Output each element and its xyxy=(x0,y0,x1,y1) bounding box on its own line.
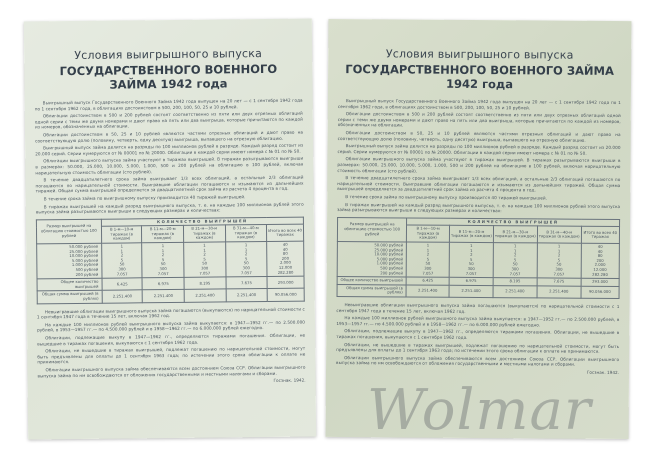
table-cell: 2 xyxy=(426,251,430,257)
table-header-cell: В 21-м—30-м тиражах (в каждом) xyxy=(183,225,225,242)
sheet-title: Условия выигрышного выпуска xyxy=(385,47,574,62)
table-cell: 200 xyxy=(281,255,290,261)
table-cell: 50 xyxy=(160,261,166,267)
table-cell: 300 xyxy=(242,265,250,271)
table-cell: 300 xyxy=(467,265,475,272)
sheet-content xyxy=(336,47,621,375)
amount-label: 500 рублей xyxy=(75,266,99,273)
paragraph: Выигрышный выпуск займа делится на разряды по 100 миллионов рублей в разряде. Каждый разряд состоит из 20.000 серий. Серии нумеруются от № 00001 по № 20000. Облигации в каждой серии имеют номера с № 01 по № 50. xyxy=(35,142,304,157)
table-cell: 40 xyxy=(282,246,288,252)
paragraph: Облигации достоинством в 50, 25 и 10 рублей являются частями отрезных облигаций и дают право на соответствующую долю (половину, четверть, одну десятую) выигрыша, выпавшего на отрезную облигацию. xyxy=(337,130,621,143)
values-column xyxy=(267,241,304,277)
table-cell: 282.280 xyxy=(592,271,608,277)
table-cell: 6.975 xyxy=(142,278,184,291)
values-column xyxy=(101,243,142,279)
table-cell: 2.251.400 xyxy=(226,289,268,302)
table-cell: 12.000 xyxy=(278,264,293,270)
sheet-title: Условия выигрышного выпуска xyxy=(74,47,263,62)
paragraph: Выигрышный выпуск Государственного Военного Займа 1942 года выпущен на 20 лет — с 1 сентября 1942 года по 1 сентября 1962 года, в облигациях достоинством в 500, 200, 100, 50, 25 и 10 рублей. xyxy=(34,97,303,112)
table-cell: 282.280 xyxy=(277,269,294,275)
table-cell: 7.057 xyxy=(199,270,211,276)
table-cell: 50 xyxy=(243,260,249,266)
table-cell: 1 xyxy=(470,247,473,253)
table-cell: 1 xyxy=(557,248,561,254)
table-cell: 2.000 xyxy=(594,262,606,268)
winnings-table xyxy=(337,217,621,299)
table-cell: 40 xyxy=(597,248,603,254)
row-label: Общая сумма выигрышей (в рублях) xyxy=(337,284,406,297)
paragraph: Выигрышный выпуск займа делится на разряды по 100 миллионов рублей в разряде. Каждый разряд состоит из 20.000 серий. Серии нумеруются от № 00001 по № 20000. Облигации в каждой серии имеют номера с № 01 по № 50. xyxy=(337,143,621,156)
table-cell: 1 xyxy=(426,242,430,248)
amount-label: 1.000 рублей xyxy=(71,262,99,268)
paragraph: Облигации достоинством в 500 и 200 рублей состоят соответственно из пяти или двух отрезных облигаций одной серии с теми же двумя номерами и дают право на пять или два выигрыша, которые причитаются по каждой из номеров, обозначенных на облигации. xyxy=(337,111,621,128)
sheet-content xyxy=(34,47,306,386)
amount-label: 50.000 рублей xyxy=(69,243,99,250)
paragraph: Облигации, не вышедшие в тиражах выигрышей, подлежат погашению по нарицательной стоимости, могут быть предъявлены для оплаты до 1 сентября 1963 года; по истечении этого срока облигации к оплате не принимаются. xyxy=(37,345,306,365)
table-cell: 6.425 xyxy=(102,278,143,291)
row-label: Общая сумма выигрышей (в рублях) xyxy=(37,291,102,304)
table-cell: 300 xyxy=(201,265,209,271)
table-cell: 5 xyxy=(120,257,124,263)
table-cell: 2 xyxy=(557,252,561,258)
table-cell: 300 xyxy=(511,266,519,272)
paragraph: Облигации, подлежащие выкупу в 1947—1962 гг., определяются тиражами погашения. Облигации, не вышедшие в тиражах погашения, выкупаются с 1 сентября 1962 года. xyxy=(336,328,620,340)
table-cell: 1 xyxy=(203,242,206,248)
table-cell: 80 xyxy=(282,251,288,257)
table-cell: 40 xyxy=(597,243,603,249)
paragraph: Облигации, не вышедшие в тиражах выигрышей, подлежат погашению по нарицательной стоимости, могут быть предъявлены для оплаты до 1 сентября 1963 года; по истечении этого срока облигации к оплате не принимаются. xyxy=(336,341,620,355)
paragraph: Облигации выигрышного выпуска займа обеспечиваются всем достоянием Союза ССР. Облигации выигрышного выпуска займа по нм освобождаются от обложения государственными и местными налогами и сборами. xyxy=(336,354,620,368)
table-cell: 12.000 xyxy=(593,266,607,272)
paragraph: В тиражах выигрышей на каждый разряд выигрышного выпуска, т. е. на каждые 100 миллионов рублей этого выпуска займа разыгрываются выигрыши в следующих размерах и количествах: xyxy=(337,201,621,214)
table-cell: 7.057 xyxy=(553,271,565,277)
table-cell: 300 xyxy=(555,266,563,272)
table-cell: 2.251.400 xyxy=(102,290,143,303)
row-label: Общее количество выигрышей xyxy=(37,278,102,291)
table-cell: 7.057 xyxy=(465,270,477,276)
table-cell: 2.251.400 xyxy=(184,289,226,302)
printer-line: Госзнак. 1942. xyxy=(586,369,620,375)
paragraph: Невыигравшие облигации выигрышного выпуска займа погашаются (выкупаются) по нарицательной стоимости с 1 сентября 1947 года в течение 15 лет, включая 1962 год. xyxy=(336,302,620,314)
values-column xyxy=(184,242,226,278)
table-header-nominal: Размер выигрышей на облигацию стоимостью 100 рублей xyxy=(337,217,406,242)
table-cell: 300 xyxy=(118,266,126,272)
table-cell: 2.251.400 xyxy=(537,286,581,298)
values-column xyxy=(493,243,537,278)
amount-label: 5.000 рублей xyxy=(376,256,404,262)
paragraph: В течение срока займа по выигрышному выпуску производится 40 тиражей выигрышей. xyxy=(345,193,548,201)
paragraph: Выигрышный выпуск Государственного Военного Займа 1942 года выпущен на 20 лет — с 1 сентября 1942 года по 1 сентября 1962 года, в облигациях достоинством в 500, 200, 100, 50, 25 и 10 рублей. xyxy=(337,98,621,110)
table-header-cell: Итого во всех 40 тиражах xyxy=(267,224,304,241)
table-cell: 90.056.000 xyxy=(267,289,304,302)
table-cell: 7.057 xyxy=(116,271,128,277)
printer-line: Госзнак. 1942. xyxy=(273,377,306,384)
table-cell: 90.056.000 xyxy=(581,286,619,298)
amount-label: 200 рублей xyxy=(380,269,403,276)
table-cell: 1 xyxy=(161,243,165,249)
table-header-group: КОЛИЧЕСТВО ВЫИГРЫШЕЙ xyxy=(101,217,303,227)
table-cell: 8.195 xyxy=(184,277,226,290)
table-cell: 5 xyxy=(513,257,517,263)
table-cell: 1 xyxy=(513,247,517,253)
values-column xyxy=(406,242,449,277)
table-cell: 5 xyxy=(470,256,473,262)
table-cell: 40 xyxy=(282,241,288,247)
table-row xyxy=(337,242,619,279)
table-cell: 293.000 xyxy=(267,276,304,289)
paragraph: Облигации выигрышного выпуска займа участвуют в тиражах выигрышей. В тиражах разыгрываются выигрыши в размерах: 50.000, 25.000, 10.000, 5.000, 1.000, 500 и 200 рублей на облигацию в 100 рублей, включая нарицательную стоимость облигации (сто рублей). xyxy=(337,156,621,174)
paragraph: В тиражах выигрышей на каждый разряд выигрышного выпуска, т. е. на каждые 100 миллионов рублей этого выпуска займа разыгрываются выигрыши в следующих размерах и количествах: xyxy=(35,201,304,215)
table-cell: 50 xyxy=(556,261,562,268)
amount-label: 5.000 рублей xyxy=(71,257,99,263)
watermark-logo: Wolmar xyxy=(367,378,592,443)
amounts-cell xyxy=(37,243,102,279)
table-cell: 7.057 xyxy=(422,270,434,276)
table-cell: 7.057 xyxy=(240,269,252,275)
table-cell: 1 xyxy=(470,243,473,249)
bond-sheet-left xyxy=(24,19,316,440)
table-cell: 80 xyxy=(597,253,603,259)
winnings-table xyxy=(36,216,305,304)
table-cell: 8.195 xyxy=(493,278,537,286)
paragraph: В течение двадцатилетнего срока займа выигрывает 1/3 всех облигаций, а остальные 2/3 облигаций погашаются по нарицательной стоимости. Выигравшие облигации погашаются и изымаются из дальнейших тиражей. Общая сумма выигрышей определяется за двадцатилетний срок займа из расчета 4 процента в год. xyxy=(35,174,304,194)
amount-label: 1.000 рублей xyxy=(376,260,404,266)
table-cell: 7.057 xyxy=(157,270,169,276)
table-cell: 2.251.400 xyxy=(143,290,185,303)
table-cell: 1 xyxy=(244,242,248,248)
table-header-cell: В 21-м—30-м тиражах (в каждом) xyxy=(493,226,537,243)
values-column xyxy=(537,243,581,278)
table-cell: 50 xyxy=(119,261,125,267)
values-column xyxy=(581,243,620,278)
amount-label: 50.000 рублей xyxy=(374,242,404,248)
paragraph: Невыигравшие облигации выигрышного выпуска займа погашаются (выкупаются) по нарицательной стоимости с 1 сентября 1947 года в течение 15 лет, включая 1962 год. xyxy=(36,306,305,320)
paragraph: На каждые 100 миллионов рублей выигрышного выпуска займа выкупается: в 1947—1952 гг.— по 2.500.000 рублей, в 1953—1957 гг.— по 4.500.000 рублей и в 1958—1962 гг.— по 6.000.000 рублей ежегодно. xyxy=(37,319,306,333)
table-cell: 50 xyxy=(468,261,474,267)
values-column xyxy=(142,242,184,278)
table-cell: 2.251.400 xyxy=(449,285,493,297)
table-cell: 1 xyxy=(120,248,124,254)
paragraph: Облигации выигрышного выпуска займа обеспечиваются всем достоянием Союза ССР. Облигации выигрышного выпуска займа по нм освобождаются от обложения государственными и местными налогами и сборами. xyxy=(37,364,306,378)
table-header-cell: В 1-м—10-м тиражах (в каждом) xyxy=(407,225,450,242)
table-header-nominal: Размер выигрышей на облигацию стоимостью 100 рублей xyxy=(36,219,101,244)
paragraph: Облигации, подлежащие выкупу в 1947—1962 гг., определяются тиражами погашения. Облигации, не вышедшие в тиражах погашения, выкупаются с 1 сентября 1962 года. xyxy=(37,332,306,346)
table-cell: 50 xyxy=(512,261,518,267)
sheet-subtitle: ГОСУДАРСТВЕННОГО ВОЕННОГО ЗАЙМА 1942 года xyxy=(59,61,278,92)
table-cell: 300 xyxy=(159,266,167,272)
paragraph: В течение двадцатилетнего срока займа выигрывает 1/3 всех облигаций, а остальные 2/3 облигаций погашаются по нарицательной стоимости. Выигравшие облигации погашаются и изымаются из дальнейших тиражей. Общая сумма выигрышей определяется за двадцатилетний срок займа из расчета 4 процента в год. xyxy=(337,175,621,193)
table-row-sum xyxy=(337,284,619,298)
table-row-sum xyxy=(37,289,304,304)
table-header-cell: Итого во всех 40 тиражах xyxy=(581,226,619,243)
table-cell: 2 xyxy=(470,252,473,258)
table-cell: 5 xyxy=(426,256,430,262)
amount-label: 200 рублей xyxy=(75,271,99,277)
table-cell: 293.000 xyxy=(581,278,619,286)
table-cell: 2.251.400 xyxy=(406,285,449,297)
values-column xyxy=(449,242,493,277)
bond-sheet-right xyxy=(326,19,632,439)
table-cell: 2.251.400 xyxy=(493,285,537,297)
table-cell: 2 xyxy=(203,251,206,257)
table-cell: 6.425 xyxy=(406,277,449,285)
table-cell: 5 xyxy=(161,256,165,262)
amount-label: 500 рублей xyxy=(380,265,403,271)
table-cell: 5 xyxy=(203,256,206,262)
table-cell: 7.675 xyxy=(226,277,268,290)
table-cell: 2 xyxy=(244,251,248,257)
table-cell: 2 xyxy=(513,252,517,258)
paragraph: В течение срока займа по выигрышному выпуску производится 40 тиражей выигрышей. xyxy=(43,194,246,202)
row-label: Общее количество выигрышей xyxy=(337,277,406,285)
amounts-cell xyxy=(337,242,406,278)
table-header-cell: В 31-м—40-м тиражах (в каждом) xyxy=(537,226,581,243)
paragraph: Облигации достоинством в 50, 25 и 10 рублей являются частями отрезных облигаций и дают право на соответствующую долю (половину, четверть, одну десятую) выигрыша, выпавшего на отрезную облигацию. xyxy=(35,129,304,143)
sheet-subtitle: ГОСУДАРСТВЕННОГО ВОЕННОГО ЗАЙМА 1942 года xyxy=(345,62,614,92)
table-row xyxy=(37,241,304,279)
amount-label: 10.000 рублей xyxy=(374,251,404,257)
table-cell: 1 xyxy=(203,247,206,253)
table-cell: 2.000 xyxy=(279,260,291,266)
table-header-cell: В 11-м—20-м тиражах (в каждом) xyxy=(142,226,184,243)
values-column xyxy=(225,242,267,278)
table-cell: 300 xyxy=(424,265,432,271)
table-cell: 50 xyxy=(202,261,208,267)
table-header-cell: В 1-м—10-м тиражах (в каждом) xyxy=(101,226,142,243)
table-header-cell: В 11-м—20-м тиражах (в каждом) xyxy=(449,226,493,243)
table-header-cell: В 31-м—40-м тиражах (в каждом) xyxy=(225,225,267,242)
table-cell: 7.675 xyxy=(537,278,581,286)
paragraph: На каждые 100 миллионов рублей выигрышного выпуска займа выкупается: в 1947—1952 гг.— по 2.500.000 рублей, в 1953—1957 гг.— по 4.500.000 рублей и в 1958—1962 гг.— по 6.000.000 рублей ежегодно. xyxy=(336,315,620,328)
table-cell: 7.057 xyxy=(509,270,521,276)
table-cell: 50 xyxy=(425,261,431,267)
table-cell: 1 xyxy=(161,247,165,253)
amount-label: 25.000 рублей xyxy=(69,248,99,254)
table-cell: 1 xyxy=(514,243,517,249)
table-cell: 5 xyxy=(557,257,561,263)
table-cell: 1 xyxy=(244,246,248,252)
amount-label: 10.000 рублей xyxy=(69,253,99,259)
table-cell: 2 xyxy=(120,252,124,258)
table-cell: 5 xyxy=(244,256,248,262)
table-cell: 200 xyxy=(596,257,604,263)
table-cell: 2 xyxy=(161,252,165,258)
paragraph: Облигации выигрышного выпуска займа участвуют в тиражах выигрышей. В тиражах разыгрываются выигрыши в размерах: 50.000, 25.000, 10.000, 5.000, 1.000, 500 и 200 рублей на облигацию в 100 рублей, включая нарицательную стоимость облигации (сто рублей). xyxy=(35,155,304,175)
table-cell: 1 xyxy=(557,243,561,249)
table-cell: 6.975 xyxy=(449,278,493,286)
table-header-group: КОЛИЧЕСТВО ВЫИГРЫШЕЙ xyxy=(407,218,620,227)
table-cell: 1 xyxy=(426,247,430,253)
paragraph: Облигации достоинством в 500 и 200 рублей состоят соответственно из пяти или двух отрезных облигаций одной серии с теми же двумя номерами и дают право на пять или два выигрыша, которые причитаются по каждой из номеров, обозначенных на облигации. xyxy=(34,110,303,130)
table-cell: 1 xyxy=(120,243,124,249)
amount-label: 25.000 рублей xyxy=(374,246,404,253)
